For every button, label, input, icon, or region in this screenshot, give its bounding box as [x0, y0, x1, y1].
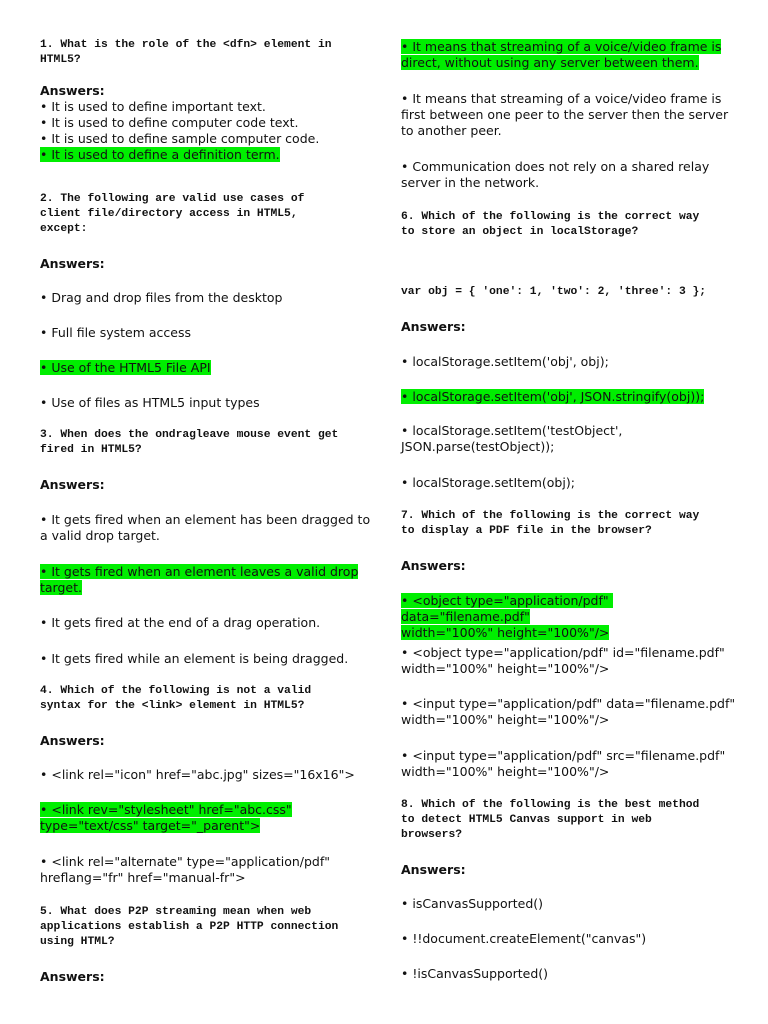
question-4-option-c[interactable]: • <link rel="alternate" type="application/pdf" hreflang="fr" href="manual-fr">: [40, 854, 331, 885]
question-7-option-c[interactable]: • <input type="application/pdf" data="filename.pdf" width="100%" height="100%"/>: [401, 696, 736, 727]
question-2-text: 2. The following are valid use cases of client file/directory access in HTML5, except:: [40, 193, 305, 235]
question-5-option-a-correct[interactable]: • It means that streaming of a voice/video frame is direct, without using any server between them.: [401, 39, 722, 70]
answers-label: Answers:: [401, 319, 466, 334]
question-5-option-c[interactable]: • Communication does not rely on a shared relay server in the network.: [401, 159, 710, 190]
question-2-option-b[interactable]: • Full file system access: [40, 325, 191, 340]
question-2-option-d[interactable]: • Use of files as HTML5 input types: [40, 395, 260, 410]
question-1-option-d-correct[interactable]: • It is used to define a definition term.: [40, 147, 280, 162]
question-4-text: 4. Which of the following is not a valid syntax for the <link> element in HTML5?: [40, 685, 312, 712]
question-8-option-a[interactable]: • isCanvasSupported(): [401, 896, 544, 911]
question-8-option-b[interactable]: • !!document.createElement("canvas"): [401, 931, 647, 946]
question-8-text: 8. Which of the following is the best method to detect HTML5 Canvas support in web browsers?: [401, 799, 700, 841]
question-2-option-a[interactable]: • Drag and drop files from the desktop: [40, 290, 283, 305]
question-7-text: 7. Which of the following is the correct way to display a PDF file in the browser?: [401, 510, 700, 537]
answers-label: Answers:: [40, 83, 105, 98]
question-3-option-a[interactable]: • It gets fired when an element has been dragged to a valid drop target.: [40, 512, 371, 543]
question-1-option-b[interactable]: • It is used to define computer code text.: [40, 115, 299, 130]
answers-label: Answers:: [40, 477, 105, 492]
question-2-option-c-correct[interactable]: • Use of the HTML5 File API: [40, 360, 211, 375]
question-6-option-a[interactable]: • localStorage.setItem('obj', obj);: [401, 354, 609, 369]
question-5-option-b[interactable]: • It means that streaming of a voice/video frame is first between one peer to the server then the server to another peer.: [401, 91, 729, 138]
question-7-option-d[interactable]: • <input type="application/pdf" src="filename.pdf" width="100%" height="100%"/>: [401, 748, 726, 779]
question-6-option-b-correct[interactable]: • localStorage.setItem('obj', JSON.stringify(obj));: [401, 389, 705, 404]
question-3-option-b-correct[interactable]: • It gets fired when an element leaves a valid drop target.: [40, 564, 359, 595]
question-7-option-a-correct[interactable]: • <object type="application/pdf" data="filename.pdf" width="100%" height="100%"/>: [401, 593, 741, 641]
question-7-option-b[interactable]: • <object type="application/pdf" id="filename.pdf" width="100%" height="100%"/>: [401, 645, 725, 676]
question-3-option-d[interactable]: • It gets fired while an element is being dragged.: [40, 651, 349, 666]
answers-label: Answers:: [40, 969, 105, 984]
question-6-option-c[interactable]: • localStorage.setItem('testObject', JSON.parse(testObject));: [401, 423, 623, 454]
question-1-text: 1. What is the role of the <dfn> element in HTML5?: [40, 39, 332, 66]
question-3-text: 3. When does the ondragleave mouse event get fired in HTML5?: [40, 429, 339, 456]
question-4-option-a[interactable]: • <link rel="icon" href="abc.jpg" sizes="16x16">: [40, 767, 355, 782]
question-6-option-d[interactable]: • localStorage.setItem(obj);: [401, 475, 575, 490]
answers-label: Answers:: [40, 733, 105, 748]
question-3-option-c[interactable]: • It gets fired at the end of a drag operation.: [40, 615, 321, 630]
answers-label: Answers:: [401, 862, 466, 877]
answers-label: Answers:: [401, 558, 466, 573]
question-5-text: 5. What does P2P streaming mean when web applications establish a P2P HTTP connection using HTML?: [40, 906, 339, 948]
question-6-text: 6. Which of the following is the correct way to store an object in localStorage?: [401, 211, 700, 238]
question-4-option-b-correct[interactable]: • <link rev="stylesheet" href="abc.css" type="text/css" target="_parent">: [40, 802, 292, 833]
question-6-code: var obj = { 'one': 1, 'two': 2, 'three': 3 };: [401, 286, 707, 298]
question-8-option-c[interactable]: • !isCanvasSupported(): [401, 966, 549, 981]
question-1-option-c[interactable]: • It is used to define sample computer code.: [40, 131, 320, 146]
question-1-option-a[interactable]: • It is used to define important text.: [40, 99, 266, 114]
answers-label: Answers:: [40, 256, 105, 271]
